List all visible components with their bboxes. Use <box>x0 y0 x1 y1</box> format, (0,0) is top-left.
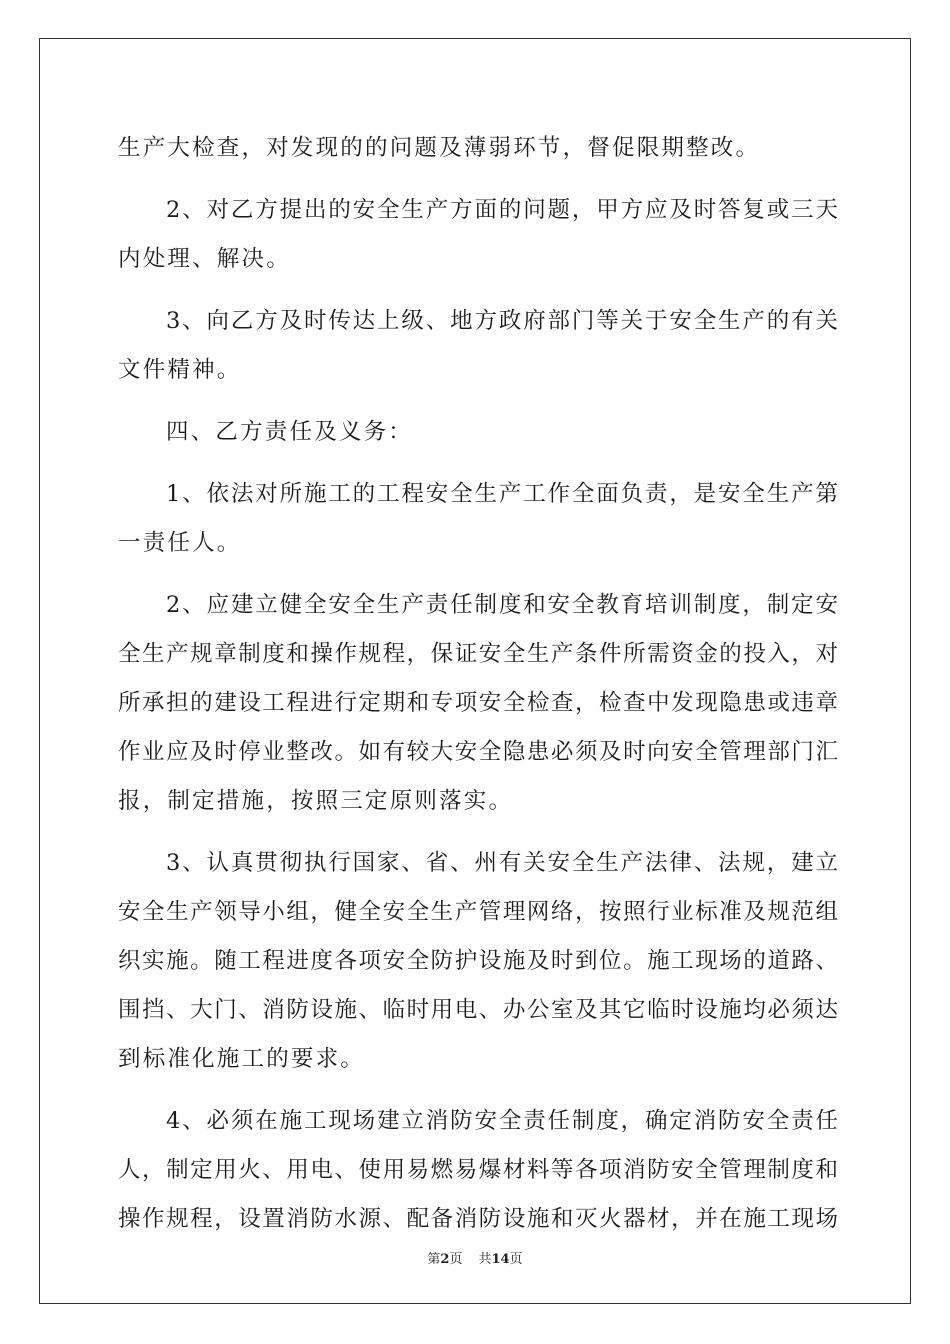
page-label-suffix: 页 <box>449 1252 463 1267</box>
section-heading: 四、乙方责任及义务： <box>166 419 414 445</box>
text-line: 围挡、大门、消防设施、临时用电、办公室及其它临时设施均必须达 <box>118 997 838 1023</box>
text-line: 3、认真贯彻执行国家、省、州有关安全生产法律、法规，建立 <box>166 850 838 876</box>
text-line: 操作规程，设置消防水源、配备消防设施和灭火器材，并在施工现场 <box>118 1206 838 1232</box>
text-line: 一责任人。 <box>118 530 242 556</box>
document-body <box>118 124 838 1244</box>
text-line: 全生产规章制度和操作规程，保证安全生产条件所需资金的投入，对 <box>118 641 838 667</box>
total-label-prefix: 共 <box>478 1252 492 1267</box>
text-line: 2、对乙方提出的安全生产方面的问题，甲方应及时答复或三天 <box>166 197 838 223</box>
page-number: 2 <box>440 1252 450 1267</box>
text-line: 人，制定用火、用电、使用易燃易爆材料等各项消防安全管理制度和 <box>118 1157 838 1183</box>
page-label-prefix: 第 <box>427 1252 441 1267</box>
text-line: 生产大检查，对发现的的问题及薄弱环节，督促限期整改。 <box>118 135 761 161</box>
text-line: 文件精神。 <box>118 357 242 383</box>
text-line: 3、向乙方及时传达上级、地方政府部门等关于安全生产的有关 <box>166 308 838 334</box>
text-line: 到标准化施工的要求。 <box>118 1046 366 1072</box>
text-line: 1、依法对所施工的工程安全生产工作全面负责，是安全生产第 <box>166 481 838 507</box>
text-line: 织实施。随工程进度各项安全防护设施及时到位。施工现场的道路、 <box>118 948 838 974</box>
text-line: 所承担的建设工程进行定期和专项安全检查，检查中发现隐患或违章 <box>118 690 838 716</box>
text-line: 4、必须在施工现场建立消防安全责任制度，确定消防安全责任 <box>166 1108 838 1134</box>
text-line: 作业应及时停业整改。如有较大安全隐患必须及时向安全管理部门汇 <box>118 739 838 765</box>
text-line: 2、应建立健全安全生产责任制度和安全教育培训制度，制定安 <box>166 592 838 618</box>
text-line: 安全生产领导小组，健全安全生产管理网络，按照行业标准及规范组 <box>118 899 838 925</box>
total-label-suffix: 页 <box>509 1252 523 1267</box>
total-pages: 14 <box>491 1252 510 1267</box>
page-footer <box>0 1248 950 1267</box>
text-line: 报，制定措施，按照三定原则落实。 <box>118 788 514 814</box>
text-line: 内处理、解决。 <box>118 246 291 272</box>
